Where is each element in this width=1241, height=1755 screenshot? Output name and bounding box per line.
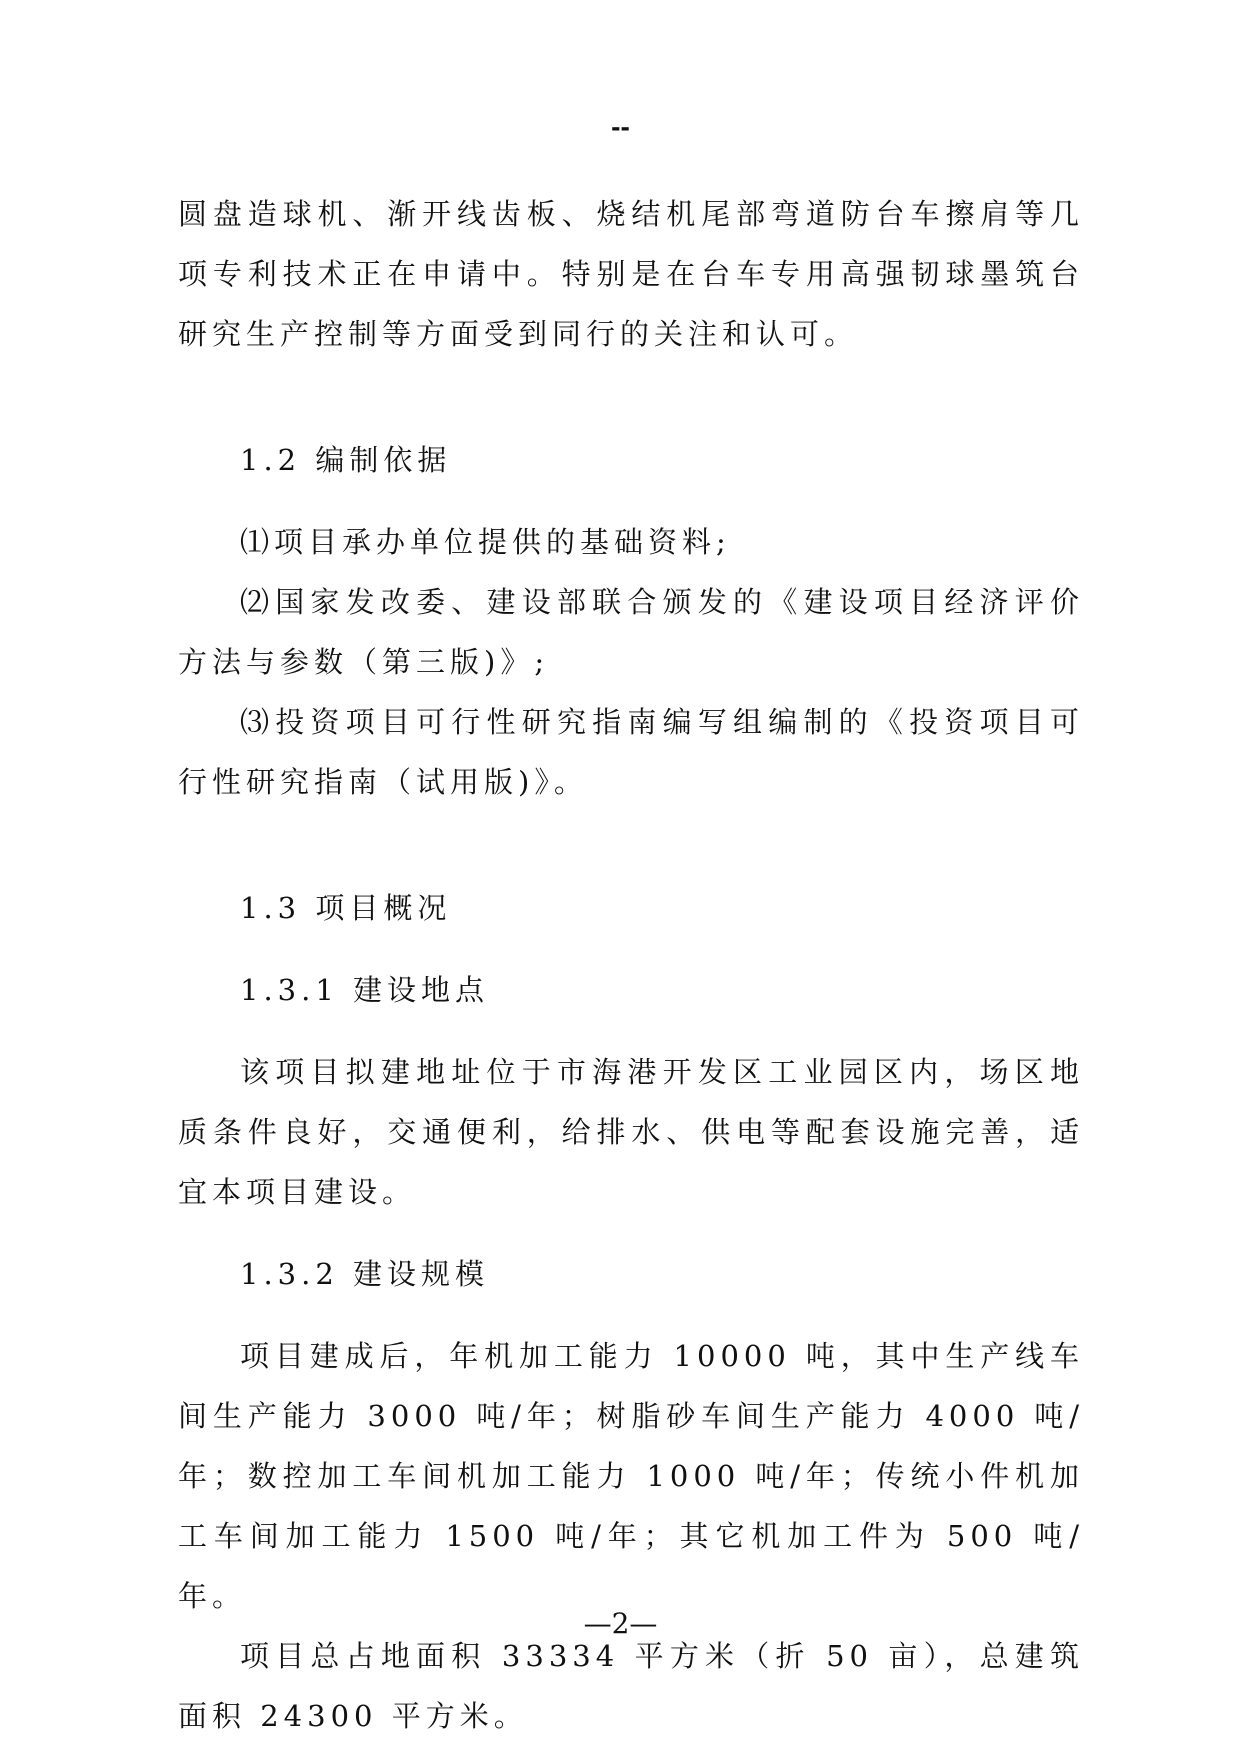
subsection-heading-1-3-1: 1.3.1 建设地点 bbox=[240, 973, 490, 1007]
document-body bbox=[178, 184, 1084, 1746]
intro-paragraph: 圆盘造球机、渐开线齿板、烧结机尾部弯道防台车擦肩等几项专利技术正在申请中。特别是在台车专用高强韧球墨筑台研究生产控制等方面受到同行的关注和认可。 bbox=[178, 197, 1084, 351]
section-heading-1-2: 1.2 编制依据 bbox=[240, 443, 452, 477]
site-paragraph: 该项目拟建地址位于市海港开发区工业园区内，场区地质条件良好，交通便利，给排水、供电等配套设施完善，适宜本项目建设。 bbox=[178, 1055, 1084, 1209]
section-heading-1-3: 1.3 项目概况 bbox=[240, 891, 452, 925]
basis-item-3: ⑶投资项目可行性研究指南编写组编制的《投资项目可行性研究指南（试用版)》。 bbox=[178, 705, 1084, 799]
subsection-heading-1-3-2: 1.3.2 建设规模 bbox=[240, 1257, 490, 1291]
scale-paragraph-capacity: 项目建成后，年机加工能力 10000 吨，其中生产线车间生产能力 3000 吨/年；树脂砂车间生产能力 4000 吨/年；数控加工车间机加工能力 1000 吨/年；传统小件机加工车间加工能力 1500 吨/年；其它机加工件为 500 吨/年。 bbox=[178, 1339, 1084, 1613]
basis-item-2: ⑵国家发改委、建设部联合颁发的《建设项目经济评价方法与参数（第三版)》; bbox=[178, 585, 1084, 679]
scale-paragraph-area: 项目总占地面积 33334 平方米（折 50 亩），总建筑面积 24300 平方米。 bbox=[178, 1639, 1084, 1733]
page-number: —2— bbox=[583, 1607, 658, 1640]
basis-item-1: ⑴项目承办单位提供的基础资料; bbox=[240, 525, 731, 559]
header-mark: -- bbox=[611, 111, 630, 142]
